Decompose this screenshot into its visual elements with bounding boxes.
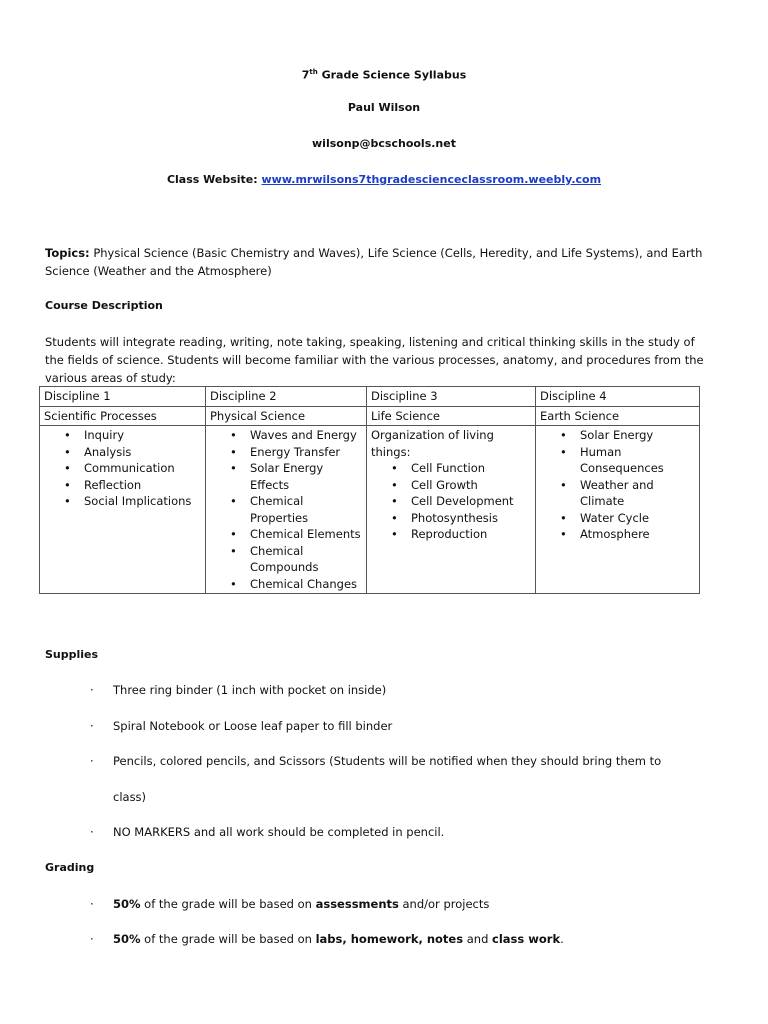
grading-keyword: class work bbox=[492, 932, 561, 946]
list-item: • Social Implications bbox=[84, 493, 201, 510]
list-item: • Cell Development bbox=[411, 493, 531, 510]
topics-text: Physical Science (Basic Chemistry and Waves), Life Science (Cells, Heredity, and Life Systems), and Earth Science (Weather and the Atmosphere) bbox=[45, 246, 703, 278]
list-item: • Chemical Properties bbox=[250, 493, 362, 526]
list-item: • Analysis bbox=[84, 444, 201, 461]
grading-percent: 50% bbox=[113, 897, 141, 911]
title-grade-number: 7 bbox=[301, 68, 310, 82]
discipline-2-topics bbox=[206, 426, 367, 594]
topics-label: Topics: bbox=[45, 246, 90, 260]
title-text: Grade Science Syllabus bbox=[317, 68, 467, 82]
course-description-text: Students will integrate reading, writing, note taking, speaking, listening and critical thinking skills in the study of the fields of science. Students will become familiar with the various processes, anatomy, and procedures from the various areas of study: bbox=[45, 335, 704, 385]
discipline-4-list bbox=[540, 427, 695, 543]
title-grade-suffix: th bbox=[309, 68, 318, 76]
list-item: • Human Consequences bbox=[580, 444, 695, 477]
list-item: • Inquiry bbox=[84, 427, 201, 444]
grading-text bbox=[113, 897, 489, 911]
discipline-2-list bbox=[210, 427, 362, 592]
table-header-row bbox=[40, 387, 700, 407]
supply-text: Three ring binder (1 inch with pocket on inside) bbox=[113, 683, 387, 697]
bullet-dot: · bbox=[90, 754, 94, 768]
teacher-name: Paul Wilson bbox=[347, 101, 421, 114]
course-description-heading: Course Description bbox=[45, 299, 163, 312]
supply-text: Spiral Notebook or Loose leaf paper to fill binder bbox=[113, 719, 393, 733]
list-item: • Chemical Elements bbox=[250, 526, 362, 543]
grading-text bbox=[113, 932, 564, 946]
bullet-dot: · bbox=[90, 897, 94, 911]
list-item: • Atmosphere bbox=[580, 526, 695, 543]
list-item: • Solar Energy bbox=[580, 427, 695, 444]
discipline-3-intro: Organization of living things: bbox=[371, 428, 494, 459]
discipline-3-header: Discipline 3 bbox=[367, 387, 536, 407]
grading-text-part: of the grade will be based on bbox=[140, 932, 316, 946]
grading-text-part: of the grade will be based on bbox=[140, 897, 316, 911]
discipline-1-header: Discipline 1 bbox=[40, 387, 206, 407]
grading-percent: 50% bbox=[113, 932, 141, 946]
discipline-3-field: Life Science bbox=[367, 406, 536, 426]
topics-paragraph bbox=[45, 244, 715, 280]
discipline-3-topics bbox=[367, 426, 536, 594]
list-item: • Communication bbox=[84, 460, 201, 477]
discipline-2-field: Physical Science bbox=[206, 406, 367, 426]
list-item: • Photosynthesis bbox=[411, 510, 531, 527]
bullet-dot: · bbox=[90, 932, 94, 946]
discipline-4-header: Discipline 4 bbox=[536, 387, 700, 407]
disciplines-table bbox=[39, 386, 700, 594]
discipline-1-list bbox=[44, 427, 201, 510]
grading-text-part: . bbox=[560, 932, 564, 946]
discipline-4-topics bbox=[536, 426, 700, 594]
list-item: • Chemical Compounds bbox=[250, 543, 362, 576]
grading-separator: , bbox=[342, 932, 351, 946]
bullet-dot: · bbox=[90, 683, 94, 697]
discipline-1-topics bbox=[40, 426, 206, 594]
list-item: • Reflection bbox=[84, 477, 201, 494]
list-item: • Waves and Energy bbox=[250, 427, 362, 444]
website-link[interactable]: www.mrwilsons7thgradescienceclassroom.weebly.com bbox=[261, 173, 602, 186]
list-item: • Cell Growth bbox=[411, 477, 531, 494]
list-item: • Solar Energy Effects bbox=[250, 460, 362, 493]
grading-heading: Grading bbox=[45, 861, 95, 874]
bullet-dot: · bbox=[90, 719, 94, 733]
grading-keyword: assessments bbox=[315, 897, 399, 911]
teacher-email: wilsonp@bcschools.net bbox=[312, 137, 456, 150]
supply-text: class) bbox=[113, 790, 147, 804]
table-field-row bbox=[40, 406, 700, 426]
list-item: • Weather and Climate bbox=[580, 477, 695, 510]
table-topics-row bbox=[40, 426, 700, 594]
class-website-line bbox=[0, 173, 768, 186]
discipline-2-header: Discipline 2 bbox=[206, 387, 367, 407]
grading-text-part: and bbox=[463, 932, 493, 946]
supplies-heading: Supplies bbox=[45, 648, 99, 661]
document-title bbox=[0, 68, 768, 82]
grading-keyword: labs bbox=[315, 932, 343, 946]
website-label: Class Website: bbox=[166, 173, 258, 186]
list-item: • Chemical Changes bbox=[250, 576, 362, 593]
grading-keyword: notes bbox=[426, 932, 464, 946]
list-item: • Water Cycle bbox=[580, 510, 695, 527]
grading-separator: , bbox=[418, 932, 427, 946]
discipline-3-list bbox=[371, 460, 531, 543]
supply-text: Pencils, colored pencils, and Scissors (Students will be notified when they should bring them to bbox=[113, 754, 662, 768]
grading-text-part: and/or projects bbox=[398, 897, 490, 911]
grading-keyword: homework bbox=[350, 932, 419, 946]
bullet-dot: · bbox=[90, 825, 94, 839]
list-item: • Energy Transfer bbox=[250, 444, 362, 461]
list-item: • Reproduction bbox=[411, 526, 531, 543]
discipline-4-field: Earth Science bbox=[536, 406, 700, 426]
list-item: • Cell Function bbox=[411, 460, 531, 477]
supply-text: NO MARKERS and all work should be completed in pencil. bbox=[113, 825, 445, 839]
discipline-1-field: Scientific Processes bbox=[40, 406, 206, 426]
